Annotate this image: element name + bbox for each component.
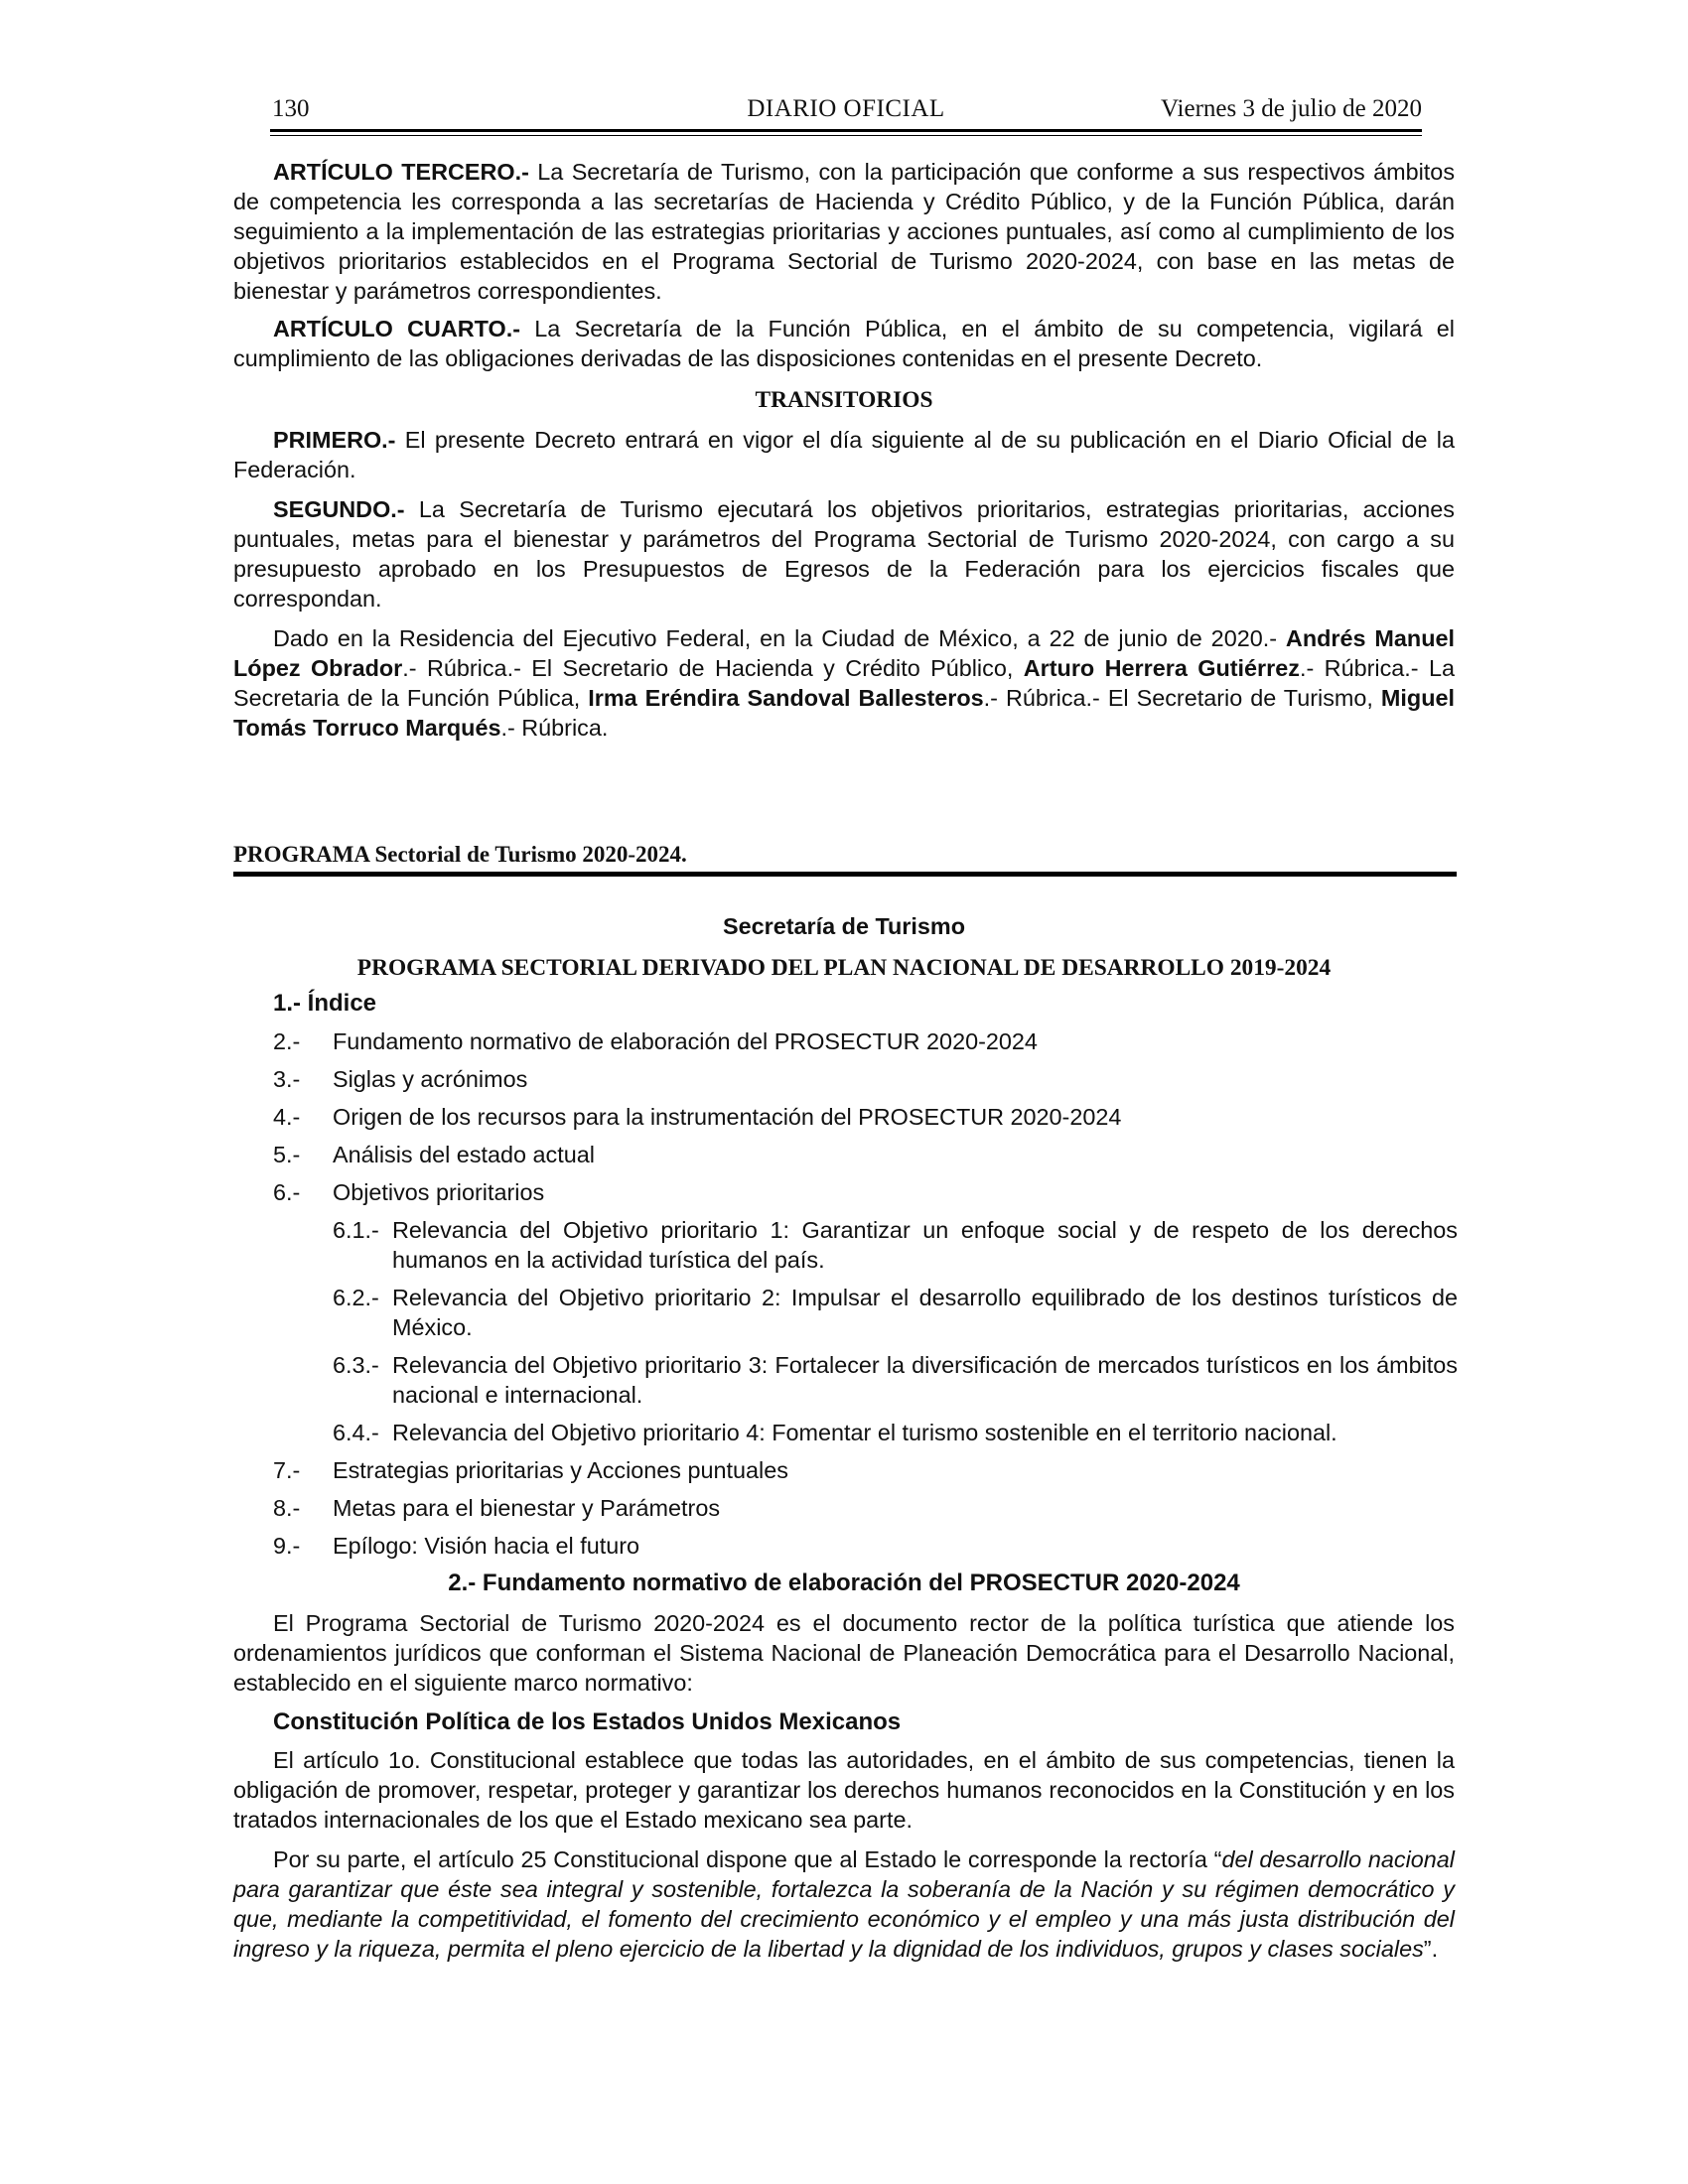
program-heading: PROGRAMA SECTORIAL DERIVADO DEL PLAN NACIONAL DE DESARROLLO 2019-2024 xyxy=(356,955,1332,981)
sub-list-item xyxy=(333,1350,1458,1410)
publication-name: DIARIO OFICIAL xyxy=(747,95,945,122)
sub-list-item xyxy=(333,1215,1458,1275)
index-text: Relevancia del Objetivo prioritario 1: Garantizar un enfoque social y de respeto de los derechos humanos en la actividad turística del país. xyxy=(392,1217,1458,1273)
header-rule xyxy=(270,129,1422,132)
article-1-text: El artículo 1o. Constitucional establece que todas las autoridades, en el ámbito de sus competencias, tienen la obligación de promover, respetar, proteger y garantizar los derechos humanos reconocidos en la Constitución y en los tratados internacionales de los que el Estado mexicano sea parte. xyxy=(233,1747,1455,1833)
article-25-tail: ”. xyxy=(1423,1936,1439,1962)
index-text: Metas para el bienestar y Parámetros xyxy=(333,1495,721,1521)
signatory-name: Irma Eréndira Sandoval Ballesteros xyxy=(588,685,984,711)
transitorio-label: PRIMERO.- xyxy=(273,427,396,453)
signature-text: Dado en la Residencia del Ejecutivo Federal, en la Ciudad de México, a 22 de junio de 2020.- xyxy=(273,625,1286,651)
index-number: 3.- xyxy=(273,1066,301,1092)
article-label: ARTÍCULO TERCERO.- xyxy=(273,159,529,185)
signature-paragraph xyxy=(233,623,1455,743)
article-text: La Secretaría de Turismo, con la participación que conforme a sus respectivos ámbitos de competencia les corresponda a las secretarías de Hacienda y Crédito Público, y de la Función Pública, darán seguimiento a la implementación de las estrategias prioritarias y acciones puntuales, así como al cumplimiento de los objetivos prioritarios establecidos en el Programa Sectorial de Turismo 2020-2024, con base en las metas de bienestar y parámetros correspondientes. xyxy=(233,159,1456,304)
transitorios-heading: TRANSITORIOS xyxy=(755,387,933,413)
article-text: La Secretaría de la Función Pública, en el ámbito de su competencia, vigilará el cumplimiento de las obligaciones derivadas de las disposiciones contenidas en el presente Decreto. xyxy=(233,316,1455,371)
article-tercero xyxy=(233,157,1455,306)
index-number: 6.3.- xyxy=(333,1352,379,1378)
fundamento-text: El Programa Sectorial de Turismo 2020-2024 es el documento rector de la política turística que atiende los ordenamientos jurídicos que conforman el Sistema Nacional de Planeación Democrática para el Desarrollo Nacional, establecido en el siguiente marco normativo: xyxy=(233,1610,1455,1696)
section-title-rest: Sectorial de Turismo 2020-2024. xyxy=(368,842,687,867)
signature-text: .- Rúbrica.- La Secretaria de la Función Pública, xyxy=(233,655,1455,711)
index-text: Relevancia del Objetivo prioritario 3: Fortalecer la diversificación de mercados turísticos en los ámbitos nacional e internacional. xyxy=(392,1352,1458,1408)
index-number: 6.4.- xyxy=(333,1420,379,1445)
index-number: 6.2.- xyxy=(333,1285,379,1310)
article-25-quote: del desarrollo nacional para garantizar que éste sea integral y sostenible, fortalezca la soberanía de la Nación y su régimen democrático y que, mediante la competitividad, el fomento del crecimiento económico y el empleo y una más justa distribución del ingreso y la riqueza, permita el pleno ejercicio de la libertad y la dignidad de los individuos, grupos y clases sociales xyxy=(233,1846,1455,1962)
index-number: 2.- xyxy=(273,1028,301,1054)
publication-date: Viernes 3 de julio de 2020 xyxy=(1160,95,1422,122)
index-number: 7.- xyxy=(273,1457,301,1483)
index-number: 4.- xyxy=(273,1104,301,1130)
index-text: Epílogo: Visión hacia el futuro xyxy=(333,1533,640,1559)
index-title: 1.- Índice xyxy=(273,990,377,1017)
index-number: 6.1.- xyxy=(333,1217,379,1243)
index-text: Objetivos prioritarios xyxy=(333,1179,545,1205)
article-25-lead: Por su parte, el artículo 25 Constitucional dispone que al Estado le corresponde la rectoría “ xyxy=(273,1846,1222,1872)
index-text: Siglas y acrónimos xyxy=(333,1066,528,1092)
index-text: Relevancia del Objetivo prioritario 2: Impulsar el desarrollo equilibrado de los destinos turísticos de México. xyxy=(392,1285,1458,1340)
transitorio-primero xyxy=(233,425,1455,484)
index-number: 9.- xyxy=(273,1533,301,1559)
sub-list-item xyxy=(333,1418,1458,1447)
signature-text: .- Rúbrica. xyxy=(500,715,609,741)
index-text: Análisis del estado actual xyxy=(333,1142,595,1167)
signatory-name: Miguel Tomás Torruco Marqués xyxy=(233,685,1455,741)
article-cuarto xyxy=(233,314,1455,373)
section-title xyxy=(233,842,687,868)
index-text: Relevancia del Objetivo prioritario 4: Fomentar el turismo sostenible en el territorio nacional. xyxy=(392,1420,1337,1445)
transitorio-label: SEGUNDO.- xyxy=(273,496,405,522)
constitucion-heading: Constitución Política de los Estados Unidos Mexicanos xyxy=(273,1708,902,1735)
page-number: 130 xyxy=(272,95,310,122)
signature-text: .- Rúbrica.- El Secretario de Hacienda y Crédito Público, xyxy=(402,655,1024,681)
signature-text: .- Rúbrica.- El Secretario de Turismo, xyxy=(983,685,1381,711)
transitorio-text: La Secretaría de Turismo ejecutará los objetivos prioritarios, estrategias prioritarias, acciones puntuales, metas para el bienestar y parámetros del Programa Sectorial de Turismo 2020-2024, con cargo a su presupuesto aprobado en los Presupuestos de Egresos de la Federación para los ejercicios fiscales que correspondan. xyxy=(233,496,1455,612)
section-rule xyxy=(233,872,1457,877)
fundamento-intro xyxy=(233,1608,1455,1698)
transitorio-segundo xyxy=(233,494,1455,614)
article-1-paragraph xyxy=(233,1745,1455,1835)
agency-heading: Secretaría de Turismo xyxy=(723,913,965,939)
article-label: ARTÍCULO CUARTO.- xyxy=(273,316,521,341)
index-number: 6.- xyxy=(273,1179,301,1205)
transitorio-text: El presente Decreto entrará en vigor el día siguiente al de su publicación en el Diario Oficial de la Federación. xyxy=(233,427,1455,482)
index-text: Origen de los recursos para la instrumentación del PROSECTUR 2020-2024 xyxy=(333,1104,1122,1130)
index-text: Fundamento normativo de elaboración del PROSECTUR 2020-2024 xyxy=(333,1028,1038,1054)
fundamento-heading: 2.- Fundamento normativo de elaboración del PROSECTUR 2020-2024 xyxy=(448,1570,1240,1596)
index-number: 5.- xyxy=(273,1142,301,1167)
section-title-lead: PROGRAMA xyxy=(233,842,369,867)
article-25-paragraph xyxy=(233,1844,1455,1964)
index-number: 8.- xyxy=(273,1495,301,1521)
signatory-name: Andrés Manuel López Obrador xyxy=(233,625,1455,681)
sub-list-item xyxy=(333,1283,1458,1342)
index-text: Estrategias prioritarias y Acciones puntuales xyxy=(333,1457,788,1483)
header-rule-thin xyxy=(270,135,1422,136)
signatory-name: Arturo Herrera Gutiérrez xyxy=(1023,655,1300,681)
